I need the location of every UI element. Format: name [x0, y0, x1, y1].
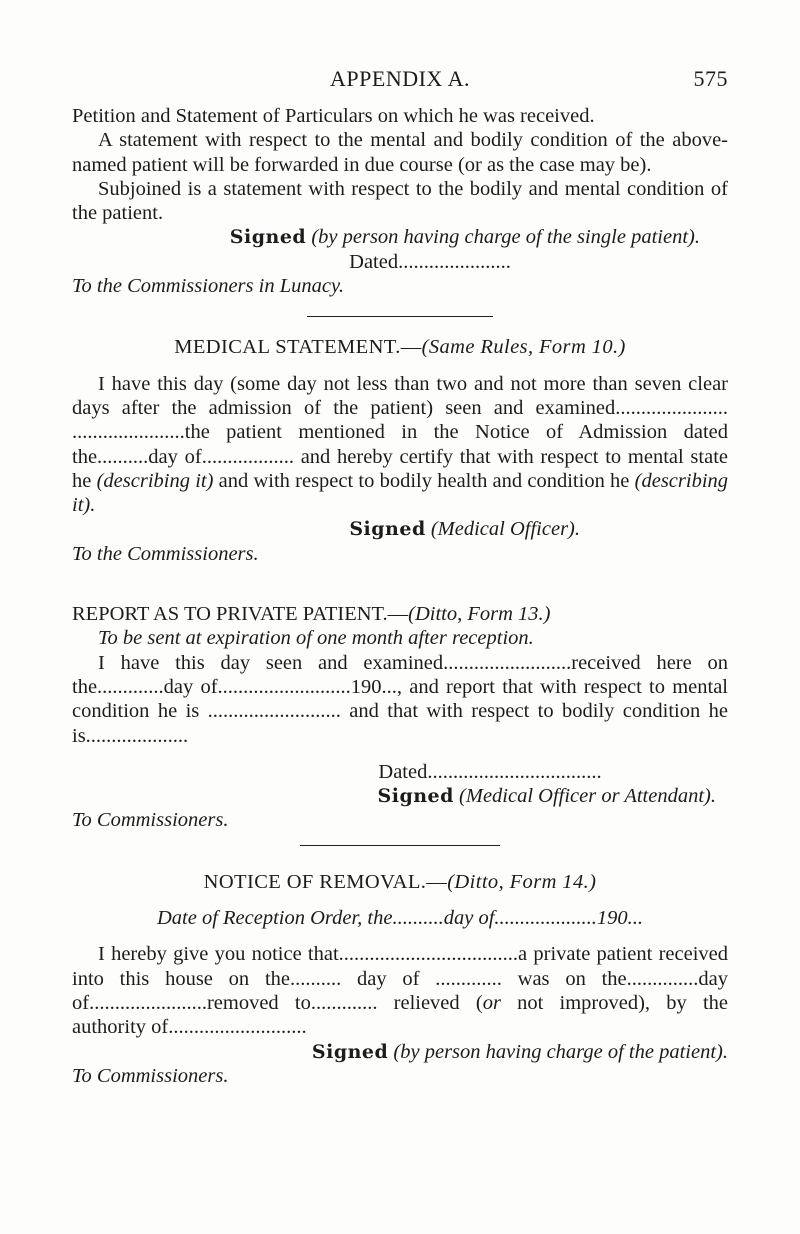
- removal-body: [72, 942, 728, 1039]
- medical-body-italic-1: (describing it): [96, 469, 214, 492]
- removal-body-end: not improved), by the authority of...........................: [72, 991, 728, 1039]
- signed-word: Signed: [377, 785, 454, 808]
- medical-body-mid: and with respect to bodily health and condition he: [213, 469, 635, 492]
- medical-body: [72, 372, 728, 518]
- medical-heading-ref: (Same Rules, Form 10.): [421, 336, 626, 359]
- report-heading: [72, 602, 728, 626]
- petition-paragraph-3: Subjoined is a statement with respect to the bodily and mental condition of the patient.: [72, 177, 728, 225]
- medical-heading: [72, 335, 728, 359]
- page-number: 575: [693, 66, 728, 91]
- removal-body-italic: or: [482, 991, 501, 1014]
- signed-word: Signed: [311, 1040, 389, 1063]
- signed-word: Signed: [349, 518, 426, 541]
- signatory-role: (Medical Officer).: [430, 518, 580, 541]
- petition-paragraph-2: A statement with respect to the mental and bodily condition of the above-named patient will be forwarded in due course (or as the case may be).: [72, 129, 728, 176]
- petition-signature-line: [72, 225, 728, 249]
- medical-signature-line: [72, 517, 728, 541]
- report-addressee: To Commissioners.: [72, 809, 229, 832]
- signatory-role: (by person having charge of the single patient).: [311, 226, 700, 249]
- medical-addressee: To the Commissioners.: [72, 542, 259, 565]
- running-title: APPENDIX A.: [330, 66, 470, 91]
- removal-heading: [72, 870, 728, 894]
- petition-addressee: To the Commissioners in Lunacy.: [72, 275, 345, 298]
- signatory-role: (Medical Officer or Attendant).: [459, 785, 716, 808]
- report-body: I have this day seen and examined.........................received here on the.............day of..........................190..., and report that with respect to mental condition he is .......................... and that with respect to bodily condition he is....................: [72, 651, 728, 747]
- signatory-role: (by person having charge of the patient).: [393, 1040, 728, 1063]
- report-heading-title: REPORT AS TO PRIVATE PATIENT.—: [72, 603, 409, 626]
- page-header: [72, 62, 728, 96]
- medical-heading-title: MEDICAL STATEMENT.—: [174, 336, 422, 359]
- removal-addressee: To Commissioners.: [72, 1064, 229, 1087]
- report-heading-ref: (Ditto, Form 13.): [408, 603, 551, 626]
- removal-signature-line: [72, 1040, 728, 1064]
- petition-paragraph-1: Petition and Statement of Particulars on which he was received.: [72, 105, 595, 127]
- petition-dated-line: Dated......................: [349, 250, 511, 273]
- removal-heading-ref: (Ditto, Form 14.): [447, 870, 597, 893]
- removal-date-line: Date of Reception Order, the..........day of....................190...: [156, 907, 644, 930]
- medical-body-text: I have this day (some day not less than two and not more than seven clear days after the admission of the patient) seen and examined...................... ......................the patient mentioned in the Notice of Admission dated the..........day of.................. and hereby certify that with respect to mental state he: [72, 372, 728, 492]
- page-body: [72, 104, 728, 1088]
- removal-body-text: I hereby give you notice that...................................a private patient received into this house on the.......... day of ............. was on the..............day of.......................removed to............. relieved (: [72, 943, 728, 1014]
- report-subtitle: To be sent at expiration of one month after reception.: [98, 627, 534, 650]
- signed-word: Signed: [229, 226, 307, 249]
- report-signature-line: [72, 784, 728, 808]
- report-dated-line: Dated..................................: [378, 760, 602, 783]
- removal-heading-title: NOTICE OF REMOVAL.—: [203, 870, 448, 893]
- medical-body-italic-2: (describing it).: [72, 469, 729, 517]
